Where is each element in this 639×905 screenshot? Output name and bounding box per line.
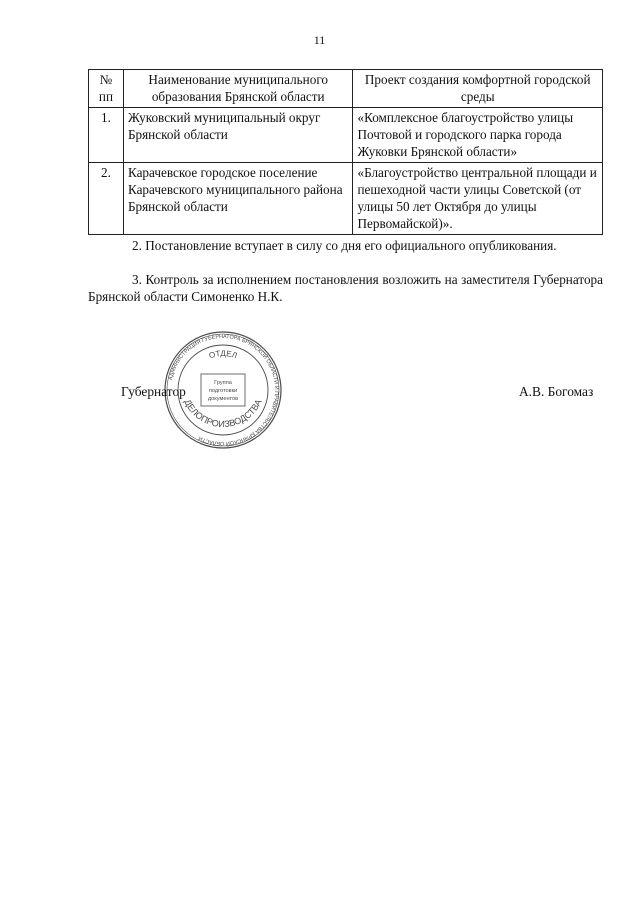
signature-title: Губернатор bbox=[121, 384, 186, 399]
row-project: «Благоустройство центральной площади и пешеходной части улицы Советской (от улицы 50 лет Октября до улицы Первомайской)». bbox=[353, 163, 603, 235]
row-number: 1. bbox=[89, 108, 124, 163]
row-municipality: Карачевское городское поселение Карачевского муниципального района Брянской области bbox=[123, 163, 353, 235]
stamp-center-line: подготовки bbox=[208, 388, 238, 394]
table-header-row bbox=[89, 70, 603, 108]
table-row bbox=[89, 108, 603, 163]
stamp-department-top: ОТДЕЛ bbox=[207, 348, 239, 361]
paragraph-control bbox=[88, 271, 603, 305]
page-number: 11 bbox=[313, 33, 326, 47]
stamp-center-line: документов bbox=[207, 396, 239, 402]
row-number: 2. bbox=[89, 163, 124, 235]
signature-name: А.В. Богомаз bbox=[519, 384, 594, 399]
projects-table bbox=[88, 69, 603, 235]
paragraph-effective-date bbox=[88, 237, 603, 254]
paragraph-text: 3. Контроль за исполнением постановления возложить на заместителя Губернатора Брянской области Симоненко Н.К. bbox=[88, 272, 603, 304]
row-municipality: Жуковский муниципальный округ Брянской области bbox=[123, 108, 353, 163]
paragraph-text: 2. Постановление вступает в силу со дня его официального опубликования. bbox=[132, 238, 557, 253]
stamp-center-line: Группа bbox=[214, 380, 232, 386]
stamp-outer-text: АДМИНИСТРАЦИЯ ГУБЕРНАТОРА БРЯНСКОЙ ОБЛАСТИ И ПРАВИТЕЛЬСТВА БРЯНСКОЙ ОБЛАСТИ bbox=[167, 333, 280, 447]
stamp-department-bottom: ДЕЛОПРОИЗВОДСТВА bbox=[182, 397, 264, 430]
row-project: «Комплексное благоустройство улицы Почтовой и городского парка города Жуковки Брянской области» bbox=[353, 108, 603, 163]
table-row bbox=[89, 163, 603, 235]
header-municipality: Наименование муниципального образования Брянской области bbox=[123, 70, 353, 108]
header-number: № пп bbox=[89, 70, 124, 108]
header-project: Проект создания комфортной городской среды bbox=[353, 70, 603, 108]
